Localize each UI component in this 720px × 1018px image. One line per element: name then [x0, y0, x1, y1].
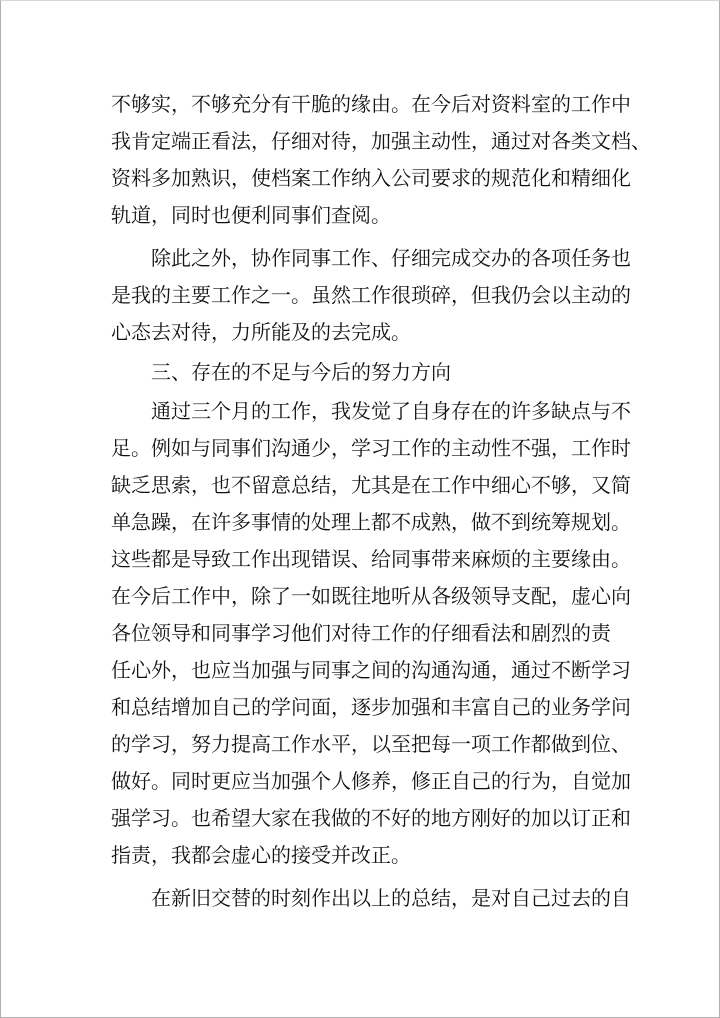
text-line: 通过三个月的工作，我发觉了自身存在的许多缺点与不	[151, 399, 631, 423]
text-line: 轨道，同时也便利同事们查阅。	[111, 203, 391, 227]
section-heading: 三、存在的不足与今后的努力方向	[151, 360, 451, 384]
text-line: 除此之外，协作同事工作、仔细完成交办的各项任务也	[151, 246, 631, 270]
text-line: 的学习，努力提高工作水平，以至把每一项工作都做到位、	[111, 732, 631, 756]
text-line: 做好。同时更应当加强个人修养，修正自己的行为，自觉加	[111, 769, 631, 793]
text-line: 单急躁，在许多事情的处理上都不成熟，做不到统筹规划。	[111, 510, 631, 534]
text-line: 指责，我都会虚心的接受并改正。	[111, 843, 411, 867]
text-line: 是我的主要工作之一。虽然工作很琐碎，但我仍会以主动的	[111, 283, 631, 307]
text-line: 强学习。也希望大家在我做的不好的地方刚好的加以订正和	[111, 806, 631, 830]
text-line: 在今后工作中，除了一如既往地听从各级领导支配，虚心向	[111, 584, 631, 608]
text-line: 任心外，也应当加强与同事之间的沟通沟通，通过不断学习	[111, 658, 631, 682]
text-line: 各位领导和同事学习他们对待工作的仔细看法和剧烈的责	[111, 621, 611, 645]
text-line: 这些都是导致工作出现错误、给同事带来麻烦的主要缘由。	[111, 547, 631, 571]
text-line: 在新旧交替的时刻作出以上的总结，是对自己过去的自	[151, 886, 631, 910]
text-line: 资料多加熟识，使档案工作纳入公司要求的规范化和精细化	[111, 166, 631, 190]
text-line: 和总结增加自己的学问面，逐步加强和丰富自己的业务学问	[111, 695, 631, 719]
text-line: 心态去对待，力所能及的去完成。	[111, 320, 411, 344]
text-line: 不够实，不够充分有干脆的缘由。在今后对资料室的工作中	[111, 92, 631, 116]
text-line: 足。例如与同事们沟通少，学习工作的主动性不强，工作时	[111, 436, 631, 460]
text-line: 缺乏思索，也不留意总结，尤其是在工作中细心不够，又简	[111, 473, 631, 497]
text-line: 我肯定端正看法，仔细对待，加强主动性，通过对各类文档、	[111, 129, 651, 153]
